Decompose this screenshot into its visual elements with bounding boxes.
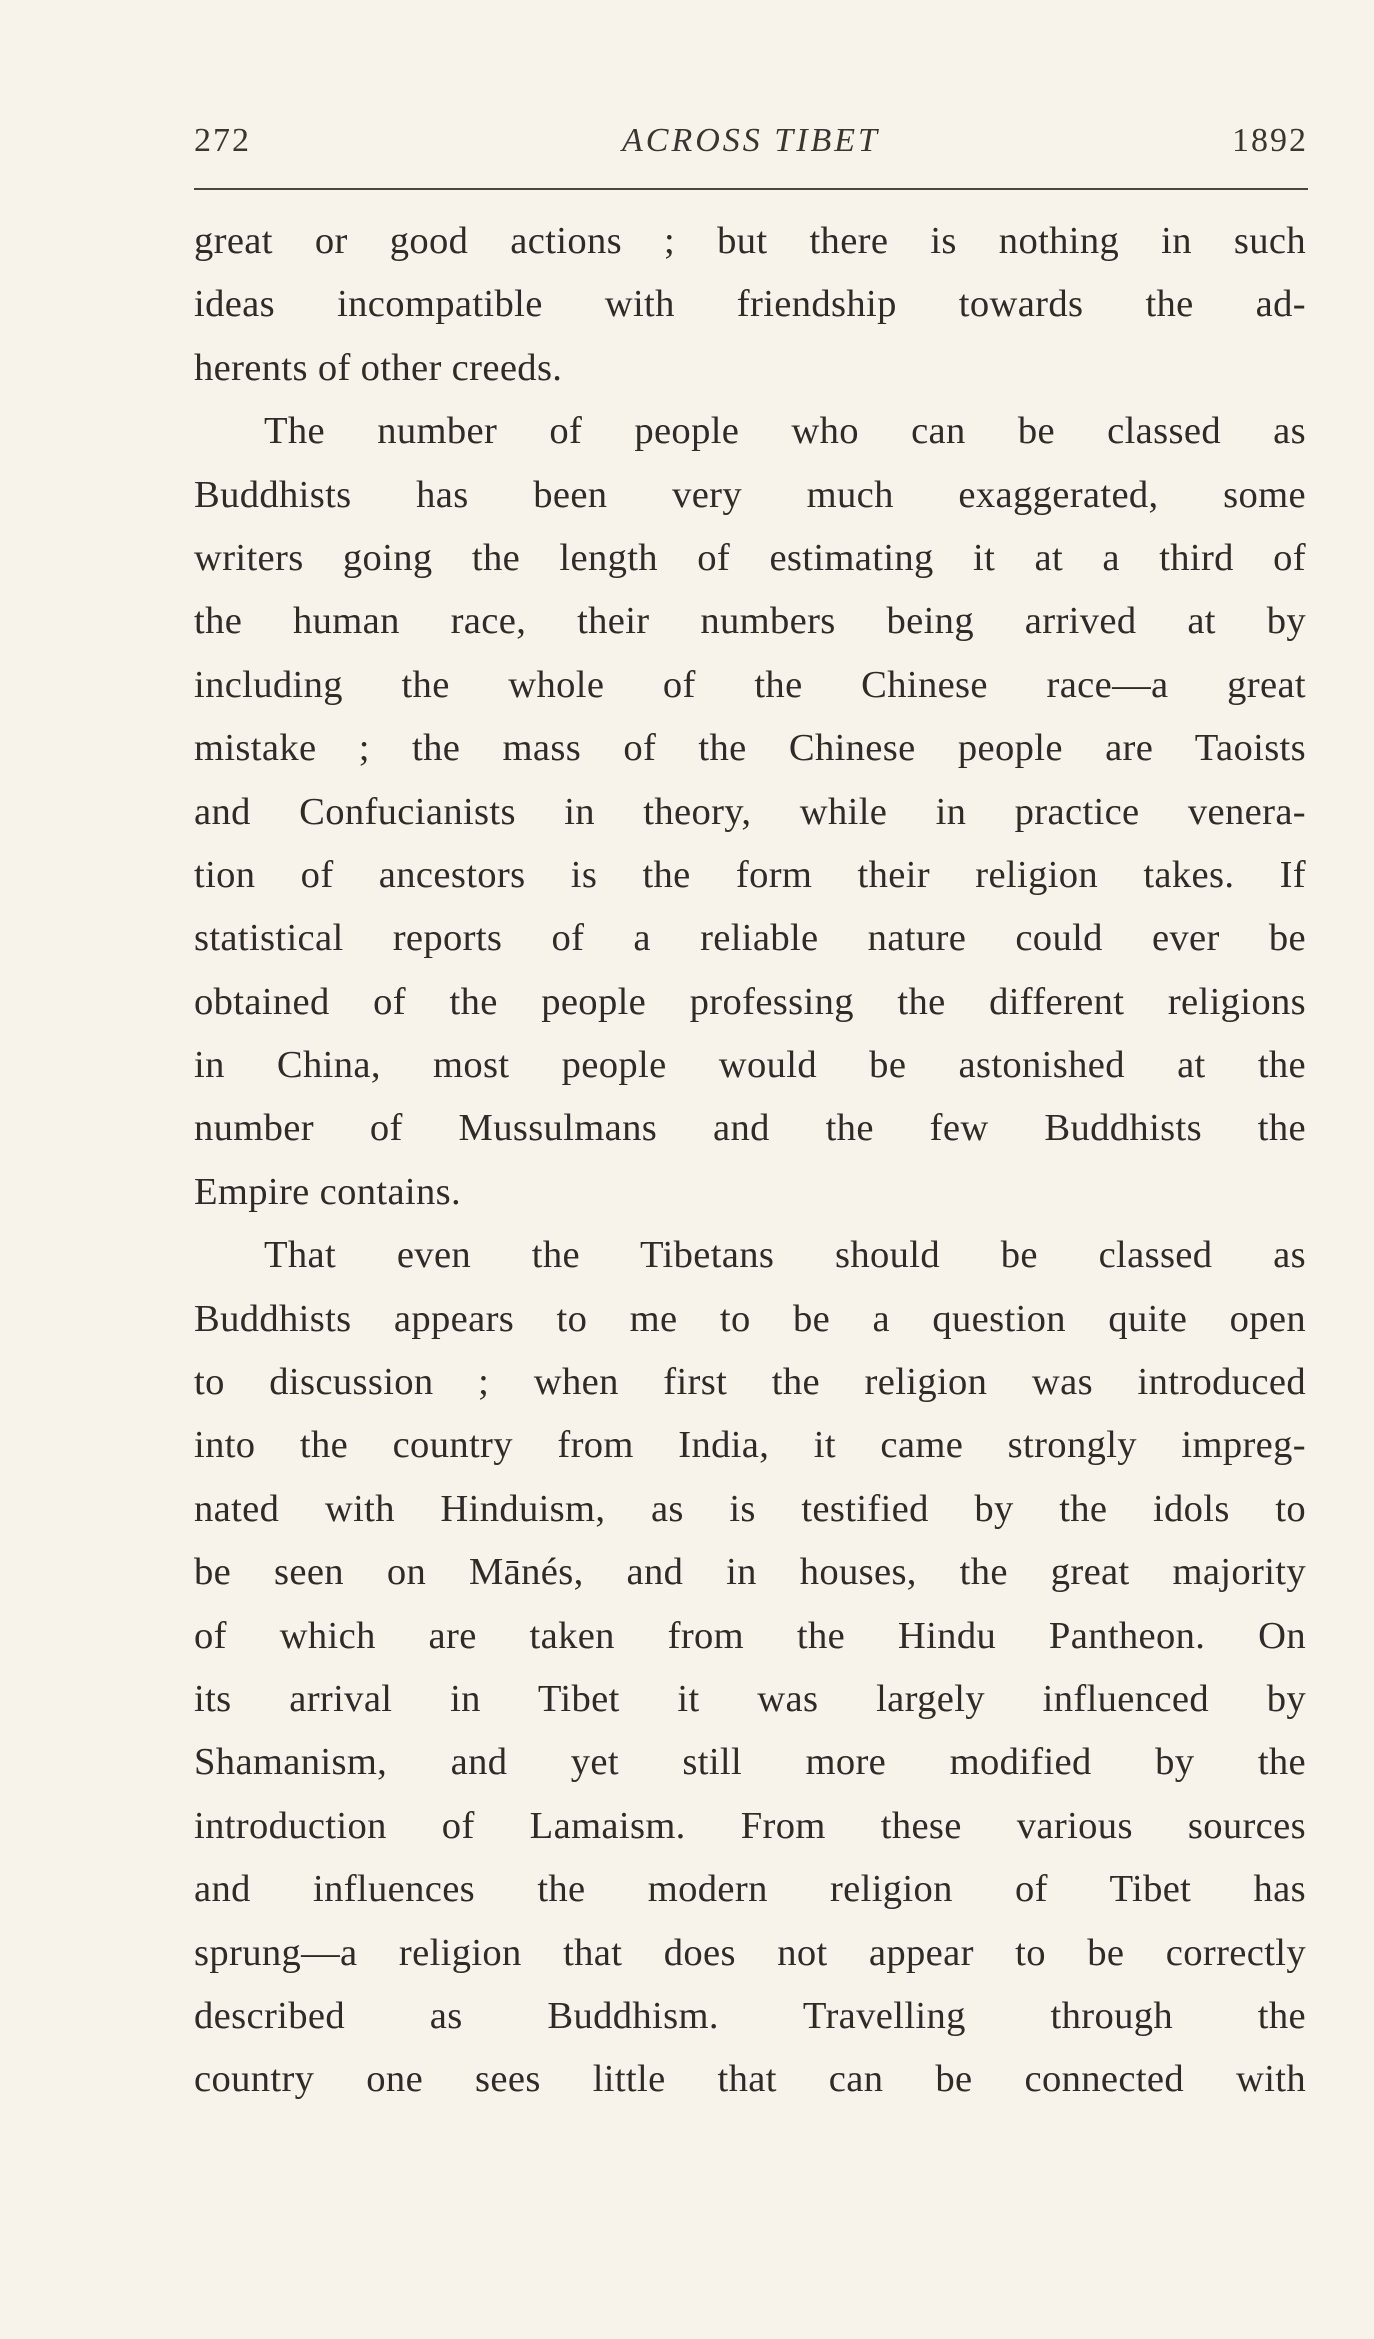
text-line: to discussion ; when first the religion was introduced (194, 1361, 1306, 1404)
text-line: and influences the modern religion of Tibet has (194, 1868, 1306, 1911)
text-line: be seen on Mānés, and in houses, the great majority (194, 1551, 1306, 1594)
text-line: sprung—a religion that does not appear to be correctly (194, 1931, 1306, 1974)
text-line: Empire contains. (194, 1170, 462, 1213)
text-line: mistake ; the mass of the Chinese people are Taoists (194, 727, 1306, 770)
running-year: 1892 (1232, 122, 1308, 159)
text-line: and Confucianists in theory, while in practice venera- (194, 790, 1306, 833)
text-line: Shamanism, and yet still more modified by the (194, 1741, 1306, 1784)
text-line: country one sees little that can be connected with (194, 2058, 1306, 2101)
running-head (194, 122, 1308, 174)
page-number: 272 (194, 122, 251, 159)
text-line: writers going the length of estimating it at a third of (194, 536, 1306, 579)
running-title: ACROSS TIBET (622, 122, 880, 159)
text-line: The number of people who can be classed as (264, 410, 1306, 453)
text-line: of which are taken from the Hindu Pantheon. On (194, 1614, 1306, 1657)
text-line: statistical reports of a reliable nature could ever be (194, 917, 1306, 960)
text-line: great or good actions ; but there is nothing in such (194, 220, 1306, 262)
text-line: nated with Hinduism, as is testified by the idols to (194, 1487, 1306, 1530)
text-line: That even the Tibetans should be classed as (264, 1234, 1306, 1277)
text-line: Buddhists has been very much exaggerated, some (194, 473, 1306, 516)
text-line: its arrival in Tibet it was largely influenced by (194, 1677, 1306, 1720)
text-line: Buddhists appears to me to be a question quite open (194, 1297, 1306, 1340)
text-line: including the whole of the Chinese race—a great (194, 663, 1306, 706)
text-line: the human race, their numbers being arrived at by (194, 600, 1306, 643)
text-line: number of Mussulmans and the few Buddhists the (194, 1107, 1306, 1150)
text-line: introduction of Lamaism. From these various sources (194, 1804, 1306, 1847)
text-line: in China, most people would be astonished at the (194, 1044, 1306, 1087)
text-line: into the country from India, it came strongly impreg- (194, 1424, 1306, 1467)
text-line: ideas incompatible with friendship towards the ad- (194, 283, 1306, 326)
text-line: obtained of the people professing the different religions (194, 980, 1306, 1023)
header-rule (194, 188, 1308, 190)
body-text (194, 210, 1306, 2112)
text-line: tion of ancestors is the form their religion takes. If (194, 853, 1306, 896)
text-line: herents of other creeds. (194, 346, 563, 389)
text-line: described as Buddhism. Travelling through the (194, 1994, 1306, 2037)
